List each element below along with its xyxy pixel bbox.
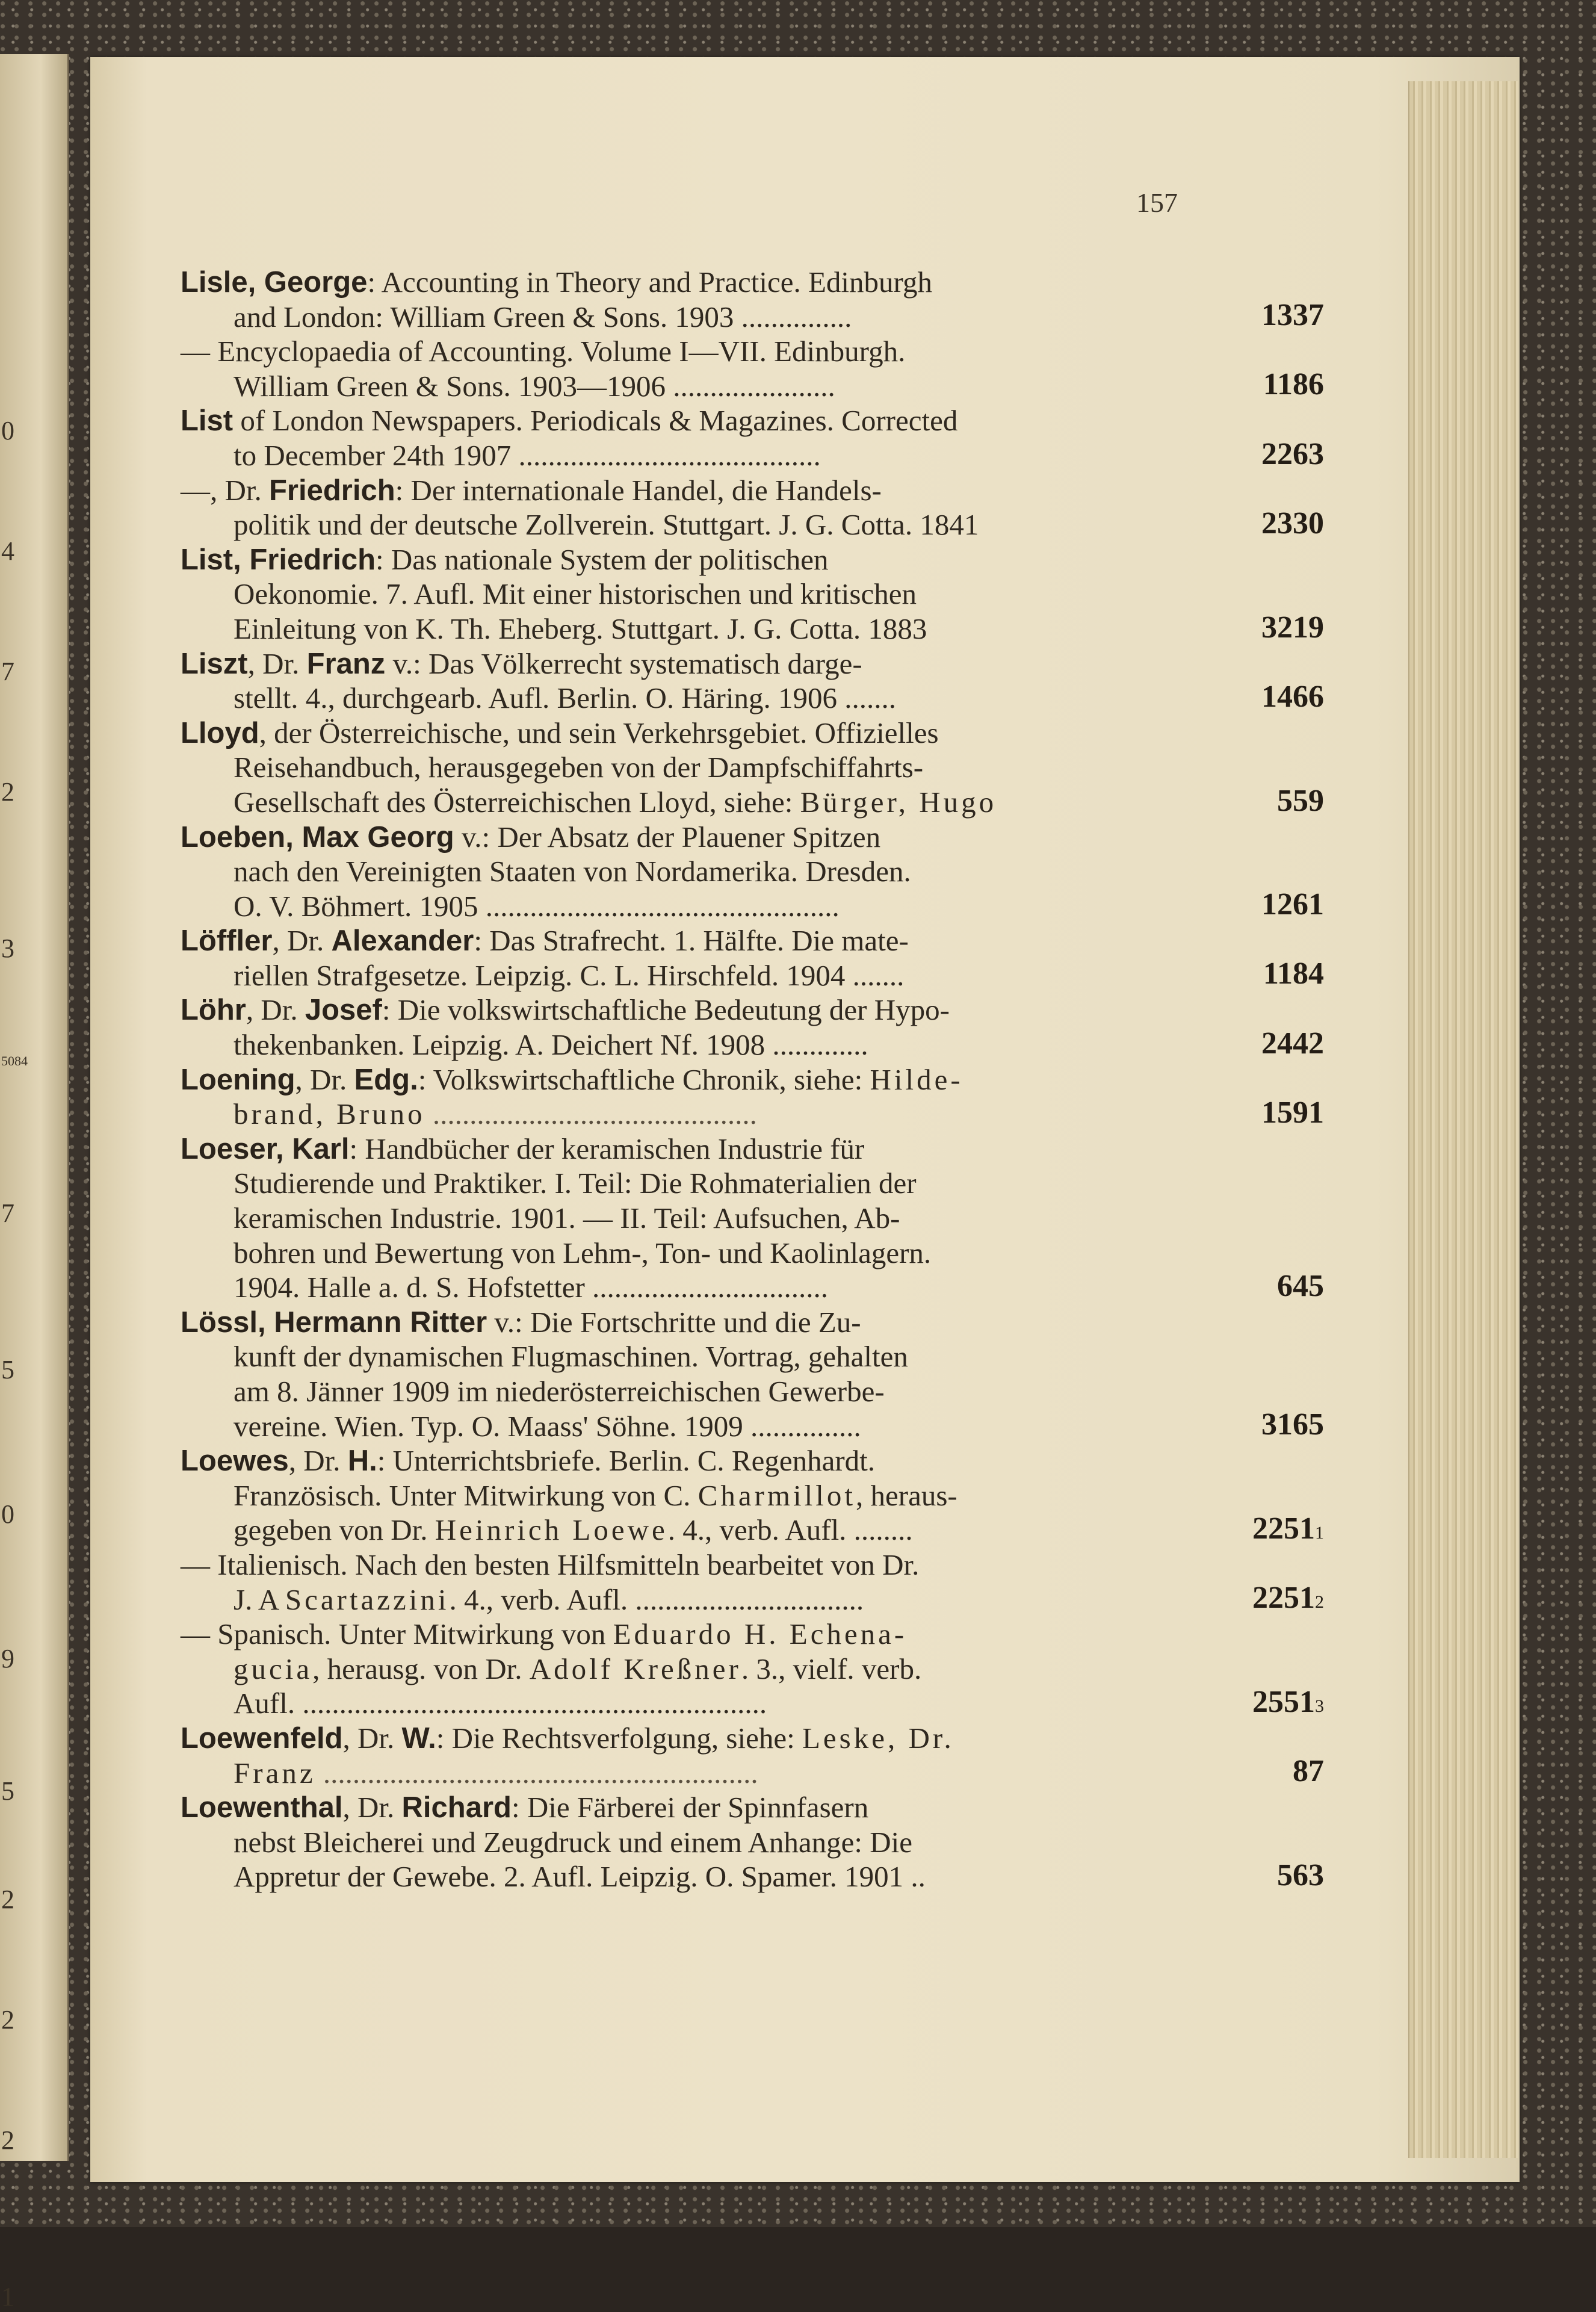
entry-line xyxy=(181,334,1023,369)
catalog-number-main: 2251 xyxy=(1252,1581,1315,1616)
bibliography-entry xyxy=(181,403,1324,473)
page-stack-edge xyxy=(1408,81,1518,2158)
bibliography-entry xyxy=(181,1443,1324,1548)
author-name: Friedrich xyxy=(269,474,395,507)
entry-text: : Die Färberei der Spinnfasern xyxy=(511,1791,869,1824)
catalog-number xyxy=(1252,1684,1324,1720)
entry-line xyxy=(181,1582,1023,1617)
entry-text: of London Newspapers. Periodicals & Magazines. Corrected xyxy=(233,404,958,438)
author-name: Loeser, Karl xyxy=(181,1132,350,1165)
entry-line xyxy=(181,958,1023,993)
catalog-number: 559 xyxy=(1277,783,1324,818)
entry-line xyxy=(181,1686,1023,1721)
entry-text: J. A xyxy=(234,1582,285,1616)
entry-text: — Spanisch. Unter Mitwirkung von xyxy=(181,1617,613,1651)
entry-text: , herausg. von Dr. xyxy=(312,1652,530,1685)
author-name: Lloyd xyxy=(181,716,259,749)
entry-text: : Das nationale System der politischen xyxy=(376,542,829,576)
entry-line xyxy=(181,1236,1023,1271)
spaced-name: Franz xyxy=(234,1756,316,1790)
bibliography-entry xyxy=(181,923,1324,993)
catalog-number: 1591 xyxy=(1261,1095,1324,1130)
entry-text: gegeben von Dr. xyxy=(234,1513,435,1547)
author-given-name: Franz xyxy=(306,647,386,680)
entry-text: : Volkswirtschaftliche Chronik, siehe: xyxy=(418,1062,870,1096)
spaced-name: Leske, Dr. xyxy=(802,1721,954,1755)
entry-text: Aufl. ............................................................... xyxy=(234,1687,767,1720)
left-page-mark: 0 xyxy=(1,1499,14,1529)
left-page-mark: 7 xyxy=(1,1198,14,1228)
author-given-name: Edg. xyxy=(354,1063,418,1096)
catalog-number-sub: 3 xyxy=(1315,1696,1324,1716)
left-page-mark: 2 xyxy=(1,1885,14,1914)
entry-text: ........................................................... xyxy=(315,1756,758,1790)
entry-text: to December 24th 1907 ......................................... xyxy=(234,438,821,472)
entry-line xyxy=(181,542,1023,577)
catalog-number: 87 xyxy=(1293,1754,1324,1789)
page-number: 157 xyxy=(1136,187,1178,218)
entry-text: Appretur der Gewebe. 2. Aufl. Leipzig. O. Spamer. 1901 .. xyxy=(234,1860,926,1894)
entry-line xyxy=(181,369,1023,404)
author-name: List xyxy=(181,404,234,438)
left-page-mark: 5084 xyxy=(1,1053,28,1068)
entry-text: kunft der dynamischen Flugmaschinen. Vortrag, gehalten xyxy=(234,1340,908,1374)
entry-text: William Green & Sons. 1903—1906 ...................... xyxy=(234,369,835,403)
entry-line xyxy=(181,473,1023,508)
entry-text: O. V. Böhmert. 1905 ................................................ xyxy=(234,889,840,923)
entry-text: : Die volkswirtschaftliche Bedeutung der Hypo- xyxy=(382,993,950,1027)
left-page-mark: 2 xyxy=(1,2005,14,2035)
entry-line xyxy=(181,750,1023,785)
author-name: Loening xyxy=(181,1063,295,1096)
catalog-number-main: 2551 xyxy=(1252,1684,1315,1719)
entry-text: vereine. Wien. Typ. O. Maass' Söhne. 1909 ............... xyxy=(234,1409,861,1443)
left-page-mark: 9 xyxy=(1,1644,14,1673)
author-given-name: Alexander xyxy=(331,925,474,958)
entry-line xyxy=(181,1305,1023,1340)
author-title: , Dr. xyxy=(342,1721,402,1755)
spaced-name: Scartazzini xyxy=(285,1582,450,1616)
catalog-number: 2330 xyxy=(1261,506,1324,541)
entry-line xyxy=(181,1062,1023,1097)
entry-text: v.: Der Absatz der Plauener Spitzen xyxy=(454,820,881,854)
author-name: Loewenfeld xyxy=(181,1722,343,1755)
left-page-mark: 4 xyxy=(1,536,14,566)
entry-text: nebst Bleicherei und Zeugdruck und einem Anhange: Die xyxy=(234,1825,913,1859)
entry-line xyxy=(181,1617,1023,1652)
bibliography-entry xyxy=(181,1305,1324,1443)
entry-line xyxy=(181,1166,1023,1201)
entry-line xyxy=(181,300,1023,335)
entry-text: thekenbanken. Leipzig. A. Deichert Nf. 1908 ............. xyxy=(234,1028,868,1062)
entry-text: . 4., verb. Aufl. ........ xyxy=(667,1513,913,1547)
entry-text: am 8. Jänner 1909 im niederösterreichischen Gewerbe- xyxy=(234,1375,885,1408)
author-name: Lössl, Hermann Ritter xyxy=(181,1306,487,1339)
entry-text: : Accounting in Theory and Practice. Edinburgh xyxy=(367,265,932,299)
entry-text: v.: Das Völkerrecht systematisch darge- xyxy=(385,646,862,680)
left-page-mark: 0 xyxy=(1,416,14,445)
author-name: Löhr xyxy=(181,994,246,1027)
entry-line xyxy=(181,438,1023,473)
catalog-number xyxy=(1252,1580,1324,1616)
entry-line xyxy=(181,1097,1023,1132)
catalog-number: 1337 xyxy=(1261,298,1324,333)
catalog-number: 645 xyxy=(1277,1268,1324,1303)
entry-text: Französisch. Unter Mitwirkung von C. xyxy=(234,1478,698,1512)
entry-text: Oekonomie. 7. Aufl. Mit einer historischen und kritischen xyxy=(234,577,917,611)
entry-text: Einleitung von K. Th. Eheberg. Stuttgart. J. G. Cotta. 1883 xyxy=(234,612,927,645)
entry-text: ............................................ xyxy=(425,1097,757,1131)
entry-line xyxy=(181,785,1023,820)
entry-line xyxy=(181,1478,1023,1513)
entry-text: , heraus- xyxy=(856,1478,957,1512)
entry-text: : Die Rechtsverfolgung, siehe: xyxy=(436,1721,802,1755)
bibliography-entry xyxy=(181,1548,1324,1617)
left-page-mark: 2 xyxy=(1,2125,14,2155)
entry-line xyxy=(181,716,1023,751)
entry-text: . 3., vielf. verb. xyxy=(741,1652,922,1685)
author-given-name: Richard xyxy=(401,1791,512,1824)
catalog-number xyxy=(1252,1511,1324,1546)
catalog-number: 1184 xyxy=(1263,956,1324,991)
entry-text: . 4., verb. Aufl. ............................... xyxy=(449,1582,864,1616)
bibliography-entry xyxy=(181,1132,1324,1305)
author-name: Loeben, Max Georg xyxy=(181,820,454,854)
entry-text: : Handbücher der keramischen Industrie für xyxy=(349,1132,865,1165)
bibliography-entry xyxy=(181,473,1324,542)
author-name: Liszt xyxy=(181,647,248,680)
entry-text: bohren und Bewertung von Lehm-, Ton- und Kaolinlagern. xyxy=(234,1236,932,1269)
entry-line xyxy=(181,681,1023,716)
entry-text: : Der internationale Handel, die Handels- xyxy=(395,473,882,507)
entry-line xyxy=(181,1027,1023,1062)
spaced-name: brand, Bruno xyxy=(234,1097,425,1131)
author-title: , Dr. xyxy=(288,1444,348,1478)
entry-line xyxy=(181,1859,1023,1894)
bibliography-entry xyxy=(181,820,1324,924)
spaced-name: Bürger, Hugo xyxy=(800,785,997,819)
entry-text: : Unterrichtsbriefe. Berlin. C. Regenhardt. xyxy=(377,1444,876,1478)
entry-line xyxy=(181,507,1023,542)
bibliography-entry xyxy=(181,334,1324,403)
entry-line xyxy=(181,820,1023,855)
entry-text: : Das Strafrecht. 1. Hälfte. Die mate- xyxy=(474,924,909,958)
entry-line xyxy=(181,577,1023,612)
author-title: , Dr. xyxy=(342,1791,402,1824)
left-page-mark: 1 xyxy=(1,2282,14,2311)
entry-text: — Encyclopaedia of Accounting. Volume I—VII. Edinburgh. xyxy=(181,335,906,368)
catalog-number: 3219 xyxy=(1261,610,1324,645)
bibliography-list xyxy=(181,265,1324,1894)
entry-line xyxy=(181,1374,1023,1409)
entry-line xyxy=(181,1548,1023,1582)
entry-text: politik und der deutsche Zollverein. Stuttgart. J. G. Cotta. 1841 xyxy=(234,508,979,542)
author-title: , Dr. xyxy=(295,1062,354,1096)
catalog-number-main: 2251 xyxy=(1252,1511,1315,1546)
entry-line xyxy=(181,1339,1023,1374)
left-page-edge xyxy=(0,54,69,2311)
left-page-mark: 3 xyxy=(1,934,14,963)
left-page-mark: 7 xyxy=(1,657,14,686)
bibliography-entry xyxy=(181,646,1324,716)
catalog-number: 1466 xyxy=(1261,679,1324,714)
bibliography-entry xyxy=(181,265,1324,334)
entry-text: v.: Die Fortschritte und die Zu- xyxy=(487,1305,861,1339)
entry-text: and London: William Green & Sons. 1903 ............... xyxy=(234,300,852,333)
author-given-name: Josef xyxy=(305,994,382,1027)
left-page-mark: 2 xyxy=(1,777,14,807)
entry-text: — Italienisch. Nach den besten Hilfsmitteln bearbeitet von Dr. xyxy=(181,1548,920,1581)
entry-line xyxy=(181,889,1023,924)
left-page-mark: 5 xyxy=(1,1355,14,1384)
entry-line xyxy=(181,1721,1023,1756)
author-name: Löffler xyxy=(181,925,273,958)
catalog-number: 1186 xyxy=(1263,367,1324,402)
entry-text: Gesellschaft des Österreichischen Lloyd, siehe: xyxy=(234,785,800,819)
entry-line xyxy=(181,1513,1023,1548)
author-given-name: H. xyxy=(347,1445,377,1478)
spaced-name: Charmillot xyxy=(697,1478,856,1512)
spaced-name: Eduardo H. Echena- xyxy=(613,1617,908,1651)
spaced-name: gucia xyxy=(234,1652,313,1685)
author-given-name: W. xyxy=(401,1722,436,1755)
catalog-number: 2442 xyxy=(1261,1026,1324,1061)
entry-text: 1904. Halle a. d. S. Hofstetter ................................ xyxy=(234,1271,829,1304)
entry-line xyxy=(181,265,1023,300)
catalog-number: 563 xyxy=(1277,1858,1324,1892)
catalog-number: 3165 xyxy=(1261,1407,1324,1442)
bibliography-entry xyxy=(181,993,1324,1062)
catalog-number-sub: 1 xyxy=(1315,1522,1324,1543)
author-name: List, Friedrich xyxy=(181,543,376,576)
entry-line xyxy=(181,1825,1023,1860)
entry-line xyxy=(181,1132,1023,1167)
entry-line xyxy=(181,403,1023,438)
entry-text: keramischen Industrie. 1901. — II. Teil: Aufsuchen, Ab- xyxy=(234,1201,900,1235)
bibliography-entry xyxy=(181,1062,1324,1132)
entry-line xyxy=(181,993,1023,1027)
entry-text: Studierende und Praktiker. I. Teil: Die Rohmaterialien der xyxy=(234,1167,917,1200)
catalog-number-sub: 2 xyxy=(1315,1592,1324,1613)
entry-text: stellt. 4., durchgearb. Aufl. Berlin. O. Häring. 1906 ....... xyxy=(234,681,896,715)
spaced-name: Adolf Kreßner xyxy=(529,1652,741,1685)
entry-text: , der Österreichische, und sein Verkehrsgebiet. Offizielles xyxy=(259,716,939,749)
entry-line xyxy=(181,1652,1023,1687)
bibliography-entry xyxy=(181,1617,1324,1721)
entry-line xyxy=(181,1409,1023,1444)
bibliography-entry xyxy=(181,1790,1324,1894)
left-page-mark: 5 xyxy=(1,1776,14,1806)
spaced-name: Hilde- xyxy=(870,1062,963,1096)
author-name: Loewenthal xyxy=(181,1791,343,1824)
entry-text: nach den Vereinigten Staaten von Nordamerika. Dresden. xyxy=(234,855,911,888)
entry-line xyxy=(181,612,1023,646)
entry-text: riellen Strafgesetze. Leipzig. C. L. Hirschfeld. 1904 ....... xyxy=(234,958,905,992)
author-title: , Dr. xyxy=(272,924,332,958)
bibliography-entry xyxy=(181,716,1324,820)
entry-prefix: —, Dr. xyxy=(181,473,269,507)
author-name: Loewes xyxy=(181,1445,289,1478)
bibliography-entry xyxy=(181,1721,1324,1790)
entry-line xyxy=(181,1756,1023,1791)
catalog-number: 1261 xyxy=(1261,887,1324,922)
author-title: , Dr. xyxy=(247,646,307,680)
entry-line xyxy=(181,923,1023,958)
author-name: Lisle, George xyxy=(181,266,368,299)
entry-line xyxy=(181,1790,1023,1825)
catalog-number: 2263 xyxy=(1261,436,1324,471)
entry-line xyxy=(181,1201,1023,1236)
entry-text: Reisehandbuch, herausgegeben von der Dampfschiffahrts- xyxy=(234,751,924,784)
bibliography-entry xyxy=(181,542,1324,646)
spaced-name: Heinrich Loewe xyxy=(435,1513,668,1547)
entry-line xyxy=(181,646,1023,681)
entry-line xyxy=(181,1270,1023,1305)
author-title: , Dr. xyxy=(246,993,305,1027)
entry-line xyxy=(181,854,1023,889)
entry-line xyxy=(181,1443,1023,1478)
